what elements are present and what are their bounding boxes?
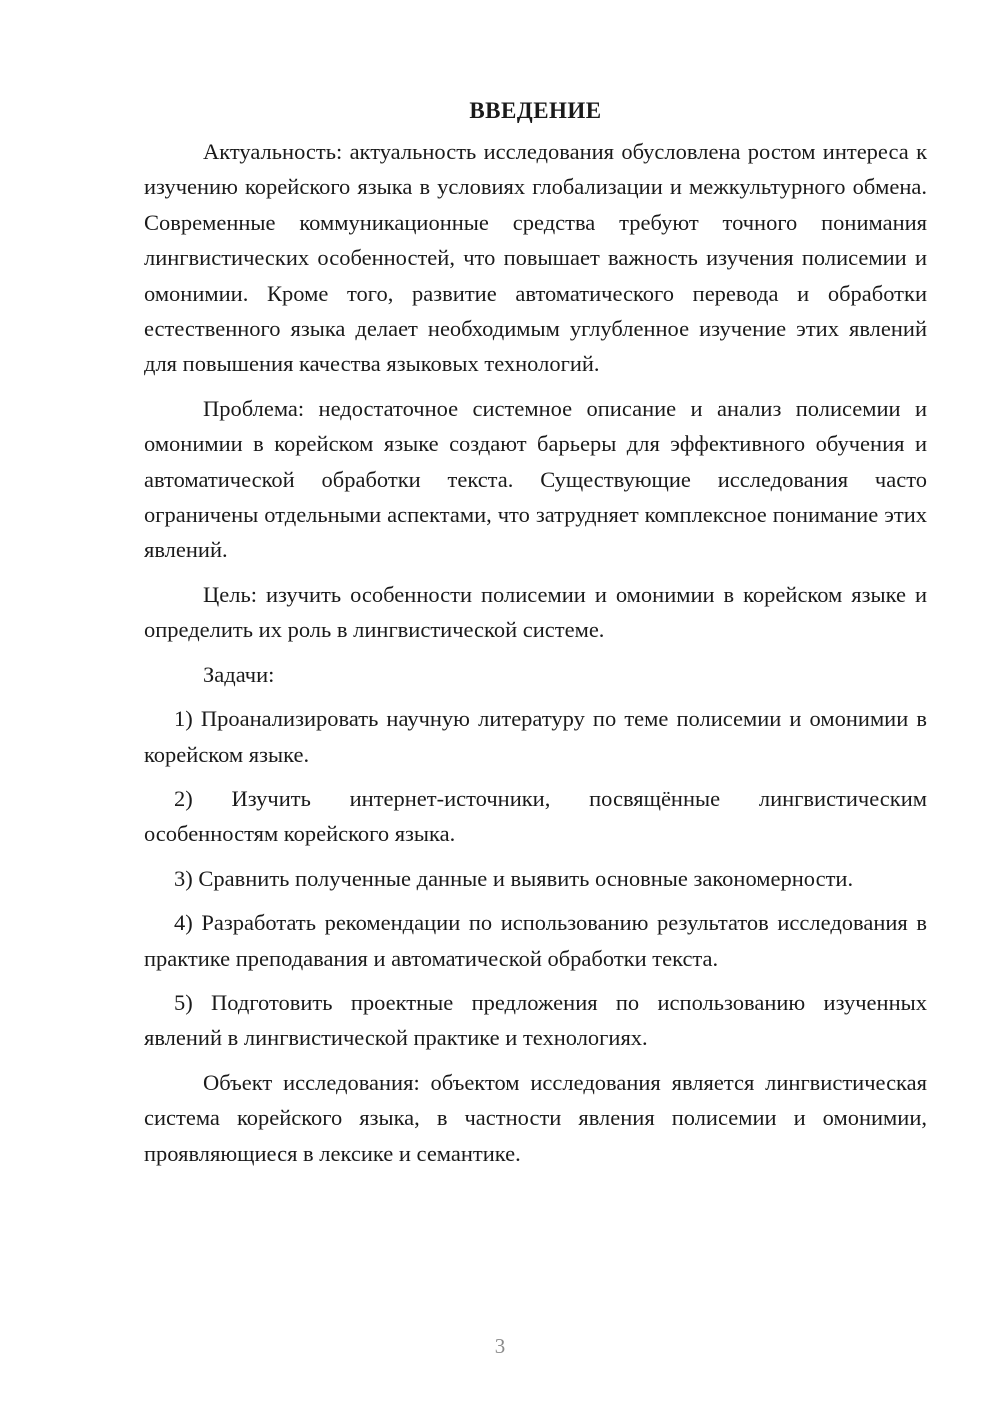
goal-paragraph: Цель: изучить особенности полисемии и омонимии в корейском языке и определить их роль в лингвистической системе. [144,581,927,643]
task-item-1: 1) Проанализировать научную литературу по теме полисемии и омонимии в корейском языке. [144,706,927,767]
problem-paragraph: Проблема: недостаточное системное описание и анализ полисемии и омонимии в корейском языке создают барьеры для эффективного обучения и автоматической обработки текста. Существующие исследования часто ограничены отдельными аспектами, что затрудняет комплексное понимание этих явлений. [144,395,927,563]
task-item-4: 4) Разработать рекомендации по использованию результатов исследования в практике преподавания и автоматической обработки текста. [144,910,927,971]
task-item-3: 3) Сравнить полученные данные и выявить основные закономерности. [174,865,854,891]
page-number: 3 [494,1334,506,1358]
relevance-paragraph: Актуальность: актуальность исследования обусловлена ростом интереса к изучению корейского языка в условиях глобализации и межкультурного обмена. Современные коммуникационные средства требуют точного понимания лингвистических особенностей, что повышает важность изучения полисемии и омонимии. Кроме того, развитие автоматического перевода и обработки естественного языка делает необходимым углубленное изучение этих явлений для повышения качества языковых технологий. [144,139,927,377]
page-title: ВВЕДЕНИЕ [469,98,602,123]
task-item-2: 2) Изучить интернет-источники, посвящённые лингвистическим особенностям корейского языка. [144,785,927,847]
object-paragraph: Объект исследования: объектом исследования является лингвистическая система корейского языка, в частности явления полисемии и омонимии, проявляющиеся в лексике и семантике. [144,1069,927,1166]
page-body [144,93,927,1171]
tasks-label: Задачи: [203,661,275,687]
task-item-5: 5) Подготовить проектные предложения по использованию изученных явлений в лингвистической практике и технологиях. [144,989,927,1051]
